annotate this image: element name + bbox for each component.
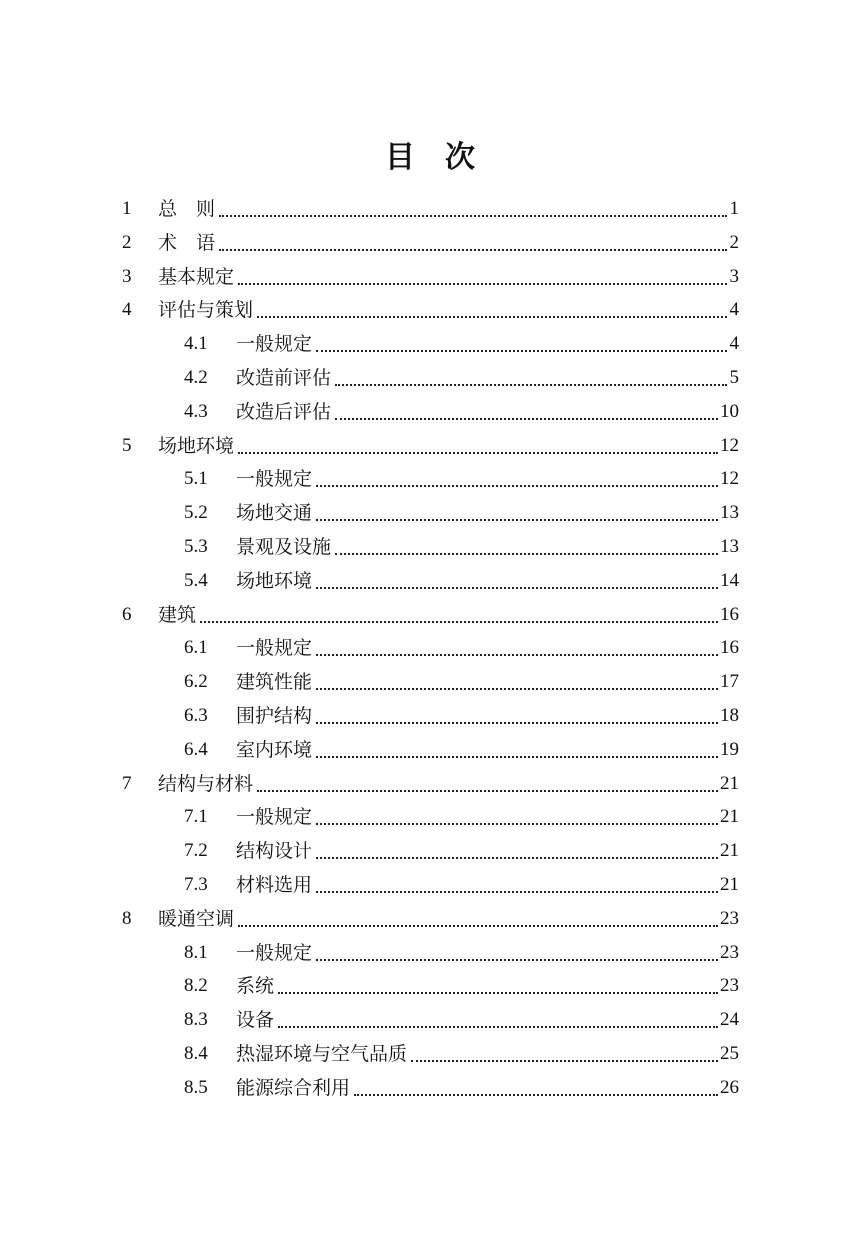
toc-section-entry[interactable] — [184, 1037, 739, 1071]
toc-entry-page-number: 25 — [720, 1043, 739, 1064]
toc-entry-label: 材料选用 — [236, 874, 313, 896]
toc-entry-label: 热湿环境与空气品质 — [236, 1043, 408, 1065]
toc-section-entry[interactable] — [184, 462, 739, 496]
title-char-2: 次 — [445, 140, 475, 175]
toc-dot-leader — [314, 800, 720, 834]
toc-entry-page-number: 21 — [720, 874, 739, 895]
toc-entry-number: 6.4 — [184, 738, 208, 760]
toc-entry-label: 场地环境 — [236, 569, 313, 592]
toc-entry-number: 6.1 — [184, 637, 208, 659]
toc-entry-page-number: 10 — [720, 400, 739, 422]
toc-dot-leader — [314, 631, 720, 665]
toc-section-entry[interactable] — [184, 327, 739, 361]
toc-section-entry[interactable] — [184, 1003, 739, 1037]
toc-dot-leader — [276, 969, 720, 1003]
toc-entry-number: 1 — [122, 198, 132, 219]
toc-entry-page-number: 1 — [729, 198, 739, 219]
toc-section-entry[interactable] — [184, 699, 739, 733]
toc-entry-page-number: 5 — [729, 367, 739, 388]
toc-entry-label: 一般规定 — [236, 468, 313, 491]
toc-entry-page-number: 21 — [720, 806, 739, 828]
toc-dot-leader — [352, 1071, 720, 1105]
toc-entry-number: 5.1 — [184, 468, 208, 490]
toc-entry-page-number: 16 — [720, 637, 739, 659]
toc-entry-number: 5.3 — [184, 536, 208, 557]
toc-entry-page-number: 21 — [720, 772, 739, 794]
toc-entry-label: 一般规定 — [236, 333, 313, 356]
toc-entry-page-number: 3 — [729, 265, 739, 287]
toc-entry-page-number: 13 — [720, 502, 739, 524]
toc-entry-number: 6 — [122, 603, 132, 625]
toc-dot-leader — [198, 598, 720, 632]
toc-entry-number: 7.1 — [184, 806, 208, 828]
toc-entry-label: 景观及设施 — [236, 536, 332, 558]
toc-entry-number: 4.3 — [184, 400, 208, 422]
toc-dot-leader — [314, 733, 720, 767]
toc-entry-number: 3 — [122, 265, 132, 287]
toc-dot-leader — [314, 868, 720, 902]
toc-entry-number: 4.1 — [184, 333, 208, 355]
toc-entry-label: 术 语 — [158, 231, 216, 254]
title-char-1: 目 — [385, 140, 415, 175]
toc-dot-leader — [255, 767, 720, 801]
toc-entry-label: 室内环境 — [236, 738, 313, 761]
toc-chapter-entry[interactable] — [122, 429, 739, 463]
toc-entry-page-number: 19 — [720, 738, 739, 760]
toc-section-entry[interactable] — [184, 1071, 739, 1105]
toc-entry-label: 场地交通 — [236, 502, 313, 525]
toc-entry-label: 场地环境 — [158, 434, 235, 457]
toc-dot-leader — [314, 936, 720, 970]
toc-chapter-entry[interactable] — [122, 226, 739, 260]
toc-entry-label: 一般规定 — [236, 941, 313, 964]
toc-entry-number: 6.2 — [184, 671, 208, 693]
toc-entry-number: 5.4 — [184, 569, 208, 591]
toc-entry-number: 4 — [122, 299, 132, 321]
toc-entry-label: 一般规定 — [236, 637, 313, 660]
toc-entry-number: 8.4 — [184, 1043, 208, 1064]
toc-entry-page-number: 17 — [720, 671, 739, 693]
toc-section-entry[interactable] — [184, 733, 739, 767]
toc-dot-leader — [236, 429, 720, 463]
toc-entry-page-number: 14 — [720, 569, 739, 591]
toc-entry-number: 8.5 — [184, 1076, 208, 1098]
toc-entry-page-number: 24 — [720, 1009, 739, 1031]
toc-entry-page-number: 23 — [720, 941, 739, 963]
toc-section-entry[interactable] — [184, 496, 739, 530]
toc-entry-number: 8.1 — [184, 941, 208, 963]
toc-section-entry[interactable] — [184, 665, 739, 699]
toc-section-entry[interactable] — [184, 395, 739, 429]
toc-dot-leader — [276, 1003, 720, 1037]
toc-entry-label: 改造前评估 — [236, 367, 332, 389]
toc-dot-leader — [314, 699, 720, 733]
toc-chapter-entry[interactable] — [122, 598, 739, 632]
toc-dot-leader — [314, 496, 720, 530]
toc-dot-leader — [314, 462, 720, 496]
toc-section-entry[interactable] — [184, 868, 739, 902]
toc-entry-label: 评估与策划 — [158, 299, 254, 322]
toc-entry-label: 能源综合利用 — [236, 1076, 351, 1099]
toc-entry-number: 4.2 — [184, 367, 208, 388]
toc-dot-leader — [236, 902, 720, 936]
toc-entry-number: 6.3 — [184, 705, 208, 726]
toc-entry-number: 8 — [122, 907, 132, 929]
toc-section-entry[interactable] — [184, 530, 739, 564]
toc-entry-label: 建筑 — [158, 603, 197, 626]
toc-dot-leader — [333, 530, 720, 564]
toc-entry-number: 8.2 — [184, 975, 208, 997]
toc-entry-label: 结构设计 — [236, 840, 313, 863]
toc-chapter-entry[interactable] — [122, 260, 739, 294]
toc-dot-leader — [255, 293, 729, 327]
toc-entry-label: 总 则 — [158, 198, 216, 220]
toc-chapter-entry[interactable] — [122, 767, 739, 801]
toc-dot-leader — [314, 327, 729, 361]
toc-section-entry[interactable] — [184, 631, 739, 665]
toc-entry-label: 设备 — [236, 1009, 275, 1032]
page-title — [0, 136, 860, 180]
toc-dot-leader — [314, 564, 720, 598]
toc-entry-page-number: 2 — [729, 231, 739, 253]
toc-section-entry[interactable] — [184, 564, 739, 598]
toc-chapter-entry[interactable] — [122, 293, 739, 327]
toc-dot-leader — [217, 192, 729, 226]
toc-entry-label: 基本规定 — [158, 265, 235, 288]
toc-dot-leader — [409, 1037, 720, 1071]
toc-entry-number: 8.3 — [184, 1009, 208, 1031]
toc-entry-number: 5 — [122, 434, 132, 456]
toc-entry-page-number: 12 — [720, 468, 739, 490]
toc-entry-label: 结构与材料 — [158, 772, 254, 795]
toc-entry-label: 改造后评估 — [236, 400, 332, 423]
toc-entry-label: 建筑性能 — [236, 671, 313, 694]
toc-chapter-entry[interactable] — [122, 902, 739, 936]
toc-entry-page-number: 4 — [729, 299, 739, 321]
toc-entry-page-number: 4 — [729, 333, 739, 355]
toc-entry-number: 2 — [122, 231, 132, 253]
toc-entry-page-number: 21 — [720, 840, 739, 862]
toc-entry-page-number: 18 — [720, 705, 739, 726]
toc-section-entry[interactable] — [184, 936, 739, 970]
toc-entry-label: 系统 — [236, 975, 275, 998]
toc-entry-number: 7.3 — [184, 874, 208, 895]
toc-entry-number: 7.2 — [184, 840, 208, 862]
toc-dot-leader — [236, 260, 729, 294]
toc-section-entry[interactable] — [184, 969, 739, 1003]
toc-entry-page-number: 23 — [720, 907, 739, 929]
toc-entry-page-number: 23 — [720, 975, 739, 997]
toc-chapter-entry[interactable] — [122, 192, 739, 226]
toc-entry-label: 围护结构 — [236, 705, 313, 727]
toc-entry-page-number: 12 — [720, 434, 739, 456]
toc-entry-number: 5.2 — [184, 502, 208, 524]
toc-dot-leader — [217, 226, 729, 260]
toc-section-entry[interactable] — [184, 834, 739, 868]
toc-entry-label: 暖通空调 — [158, 907, 235, 930]
toc-entry-page-number: 16 — [720, 603, 739, 625]
toc-entry-page-number: 13 — [720, 536, 739, 557]
toc-dot-leader — [333, 395, 720, 429]
toc-entry-page-number: 26 — [720, 1076, 739, 1098]
toc-entry-number: 7 — [122, 772, 132, 794]
toc-dot-leader — [314, 834, 720, 868]
toc-dot-leader — [333, 361, 729, 395]
toc-dot-leader — [314, 665, 720, 699]
toc-entry-label: 一般规定 — [236, 806, 313, 829]
toc-section-entry[interactable] — [184, 800, 739, 834]
toc-section-entry[interactable] — [184, 361, 739, 395]
